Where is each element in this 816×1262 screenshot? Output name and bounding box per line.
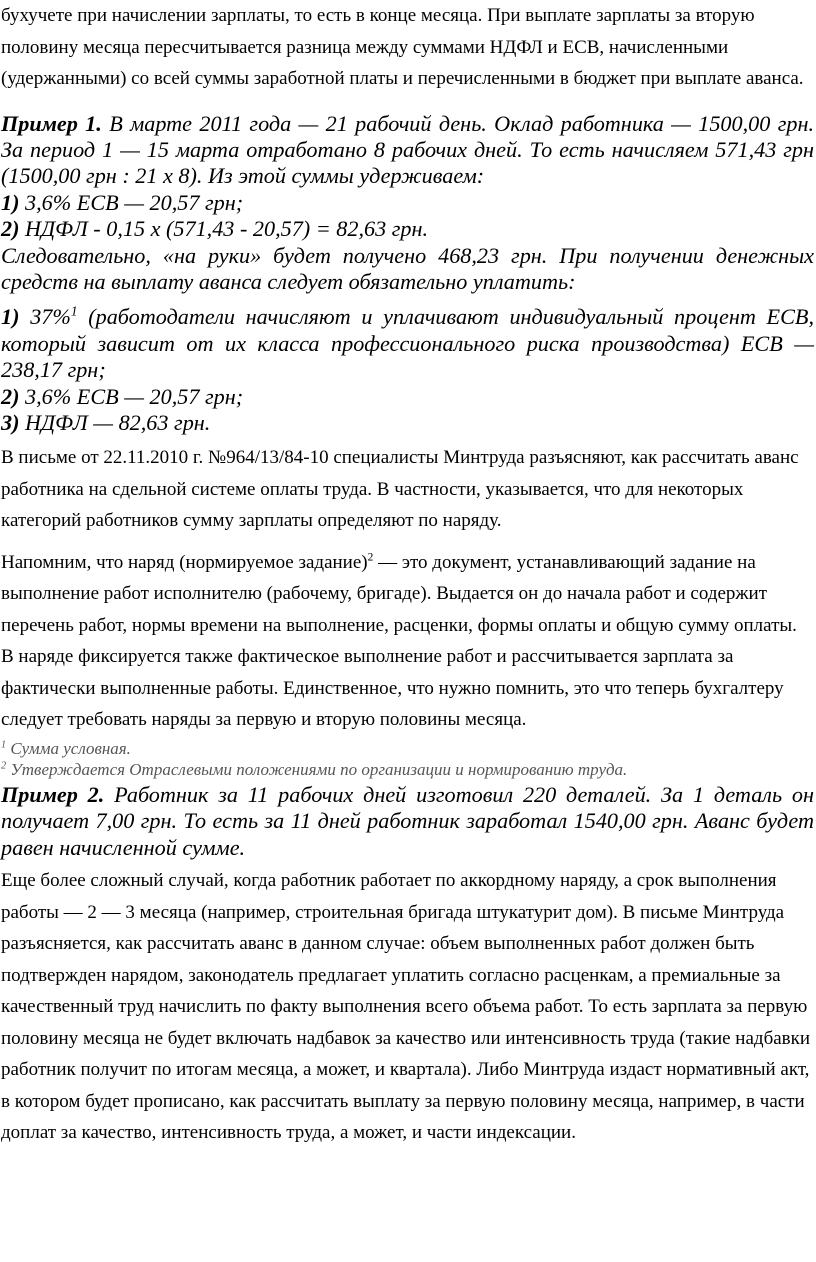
example-1-item: 1) 3,6% ЕСВ — 20,57 грн; — [1, 189, 244, 215]
footnote-ref-1: 1 — [70, 303, 78, 319]
example-1 — [1, 111, 814, 437]
example-1-label: Пример 1. — [1, 110, 102, 136]
naryad-paragraph: Напомним, что наряд (нормируемое задание)$^2$ — это документ, устанавливающий задание на выполнение работ исполнителю (рабочему, бригаде). Выдается он до начала работ и содержит перечень работ, нормы времени на выполнение, расценки, формы оплаты и общую сумму оплаты. В наряде фиксируется также фактическое выполнение работ и рассчитывается зарплата за фактически выполненные работы. Единственное, что нужно помнить, это что теперь бухгалтеру следует требовать наряды за первую и вторую половины месяца. — [1, 551, 797, 731]
example-2: Пример 2. Работник за 11 рабочих дней изготовил 220 деталей. За 1 деталь он получает 7,00 грн. То есть за 11 дней работник заработал 1540,00 грн. Аванс будет равен начисленной сумме. — [1, 781, 814, 860]
example-1-payment: 2) 3,6% ЕСВ — 20,57 грн; — [1, 383, 244, 409]
example-1-payment: 1) 37%$^1$ (работодатели начисляют и уплачивают индивидуальный процент ЕСВ, который зависит от их класса профессионального риска производства) ЕСВ — 238,17 грн; — [1, 303, 815, 383]
example-1-text: Пример 1. В марте 2011 года — 21 рабочий день. Оклад работника — 1500,00 грн. За период 1 — 15 марта отработано 8 рабочих дней. То есть начисляем 571,43 грн (1500,00 грн : 21 х 8). Из этой суммы удерживаем: — [1, 110, 815, 189]
example-1-payment: 3) НДФЛ — 82,63 грн. — [1, 409, 211, 435]
final-paragraph: Еще более сложный случай, когда работник работает по аккордному наряду, а срок выполнения работы — 2 — 3 месяца (например, строительная бригада штукатурит дом). В письме Минтруда разъясняется, как рассчитать аванс в данном случае: объем выполненных работ должен быть подтвержден нарядом, законодатель предлагает уплатить согласно расценкам, а премиальные за качественный труд начислить по факту выполнения всего объема работ. То есть зарплата за первую половину месяца не будет включать надбавок за качество или интенсивность труда (такие надбавки работник получит по итогам месяца, а может, и квартала). Либо Минтруда издаст нормативный акт, в котором будет прописано, как рассчитать выплату за первую половину месяца, например, в части доплат за качество, интенсивность труда, а может, и части индексации. — [1, 870, 811, 1144]
example-1-item: 2) НДФЛ - 0,15 х (571,43 - 20,57) = 82,63 грн. — [1, 216, 429, 242]
footnote-ref-2: 2 — [367, 551, 374, 564]
letter-paragraph: В письме от 22.11.2010 г. №964/13/84-10 специалисты Минтруда разъясняют, как рассчитать аванс работника на сдельной системе оплаты труда. В частности, указывается, что для некоторых категорий работников сумму зарплаты определяют по наряду. — [1, 447, 799, 532]
example-2-label: Пример 2. — [1, 781, 105, 807]
footnote: $^2$ Утверждается Отраслевыми положениями по организации и нормированию труда. — [1, 760, 628, 780]
footnote: $^1$ Сумма условная. — [1, 738, 131, 758]
intro-paragraph: бухучете при начислении зарплаты, то есть в конце месяца. При выплате зарплаты за вторую половину месяца пересчитывается разница между суммами НДФЛ и ЕСВ, начисленными (удержанными) со всей суммы заработной платы и перечисленными в бюджет при выплате аванса. — [1, 5, 804, 89]
footnotes — [1, 738, 814, 781]
example-1-conclusion: Следовательно, «на руки» будет получено 468,23 грн. При получении денежных средств на выплату аванса следует обязательно уплатить: — [1, 242, 814, 294]
